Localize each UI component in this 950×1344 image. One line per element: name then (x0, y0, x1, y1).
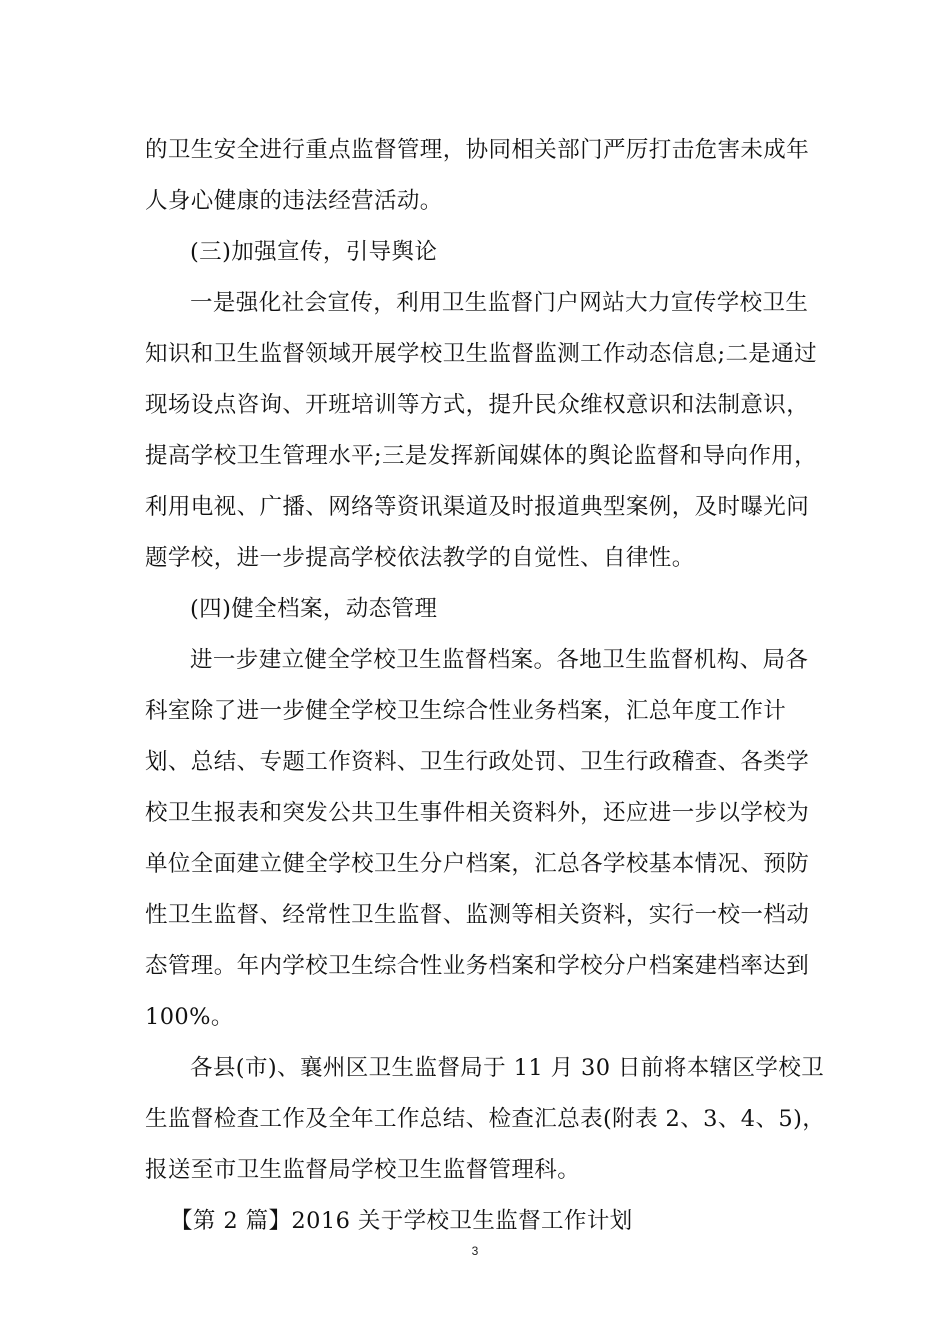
paragraph-line: 报送至市卫生监督局学校卫生监督管理科。 (145, 1157, 581, 1183)
paragraph-line: 现场设点咨询、开班培训等方式，提升民众维权意识和法制意识， (145, 392, 810, 418)
paragraph-line: 一是强化社会宣传，利用卫生监督门户网站大力宣传学校卫生 (190, 290, 809, 316)
section-heading-3: (三)加强宣传，引导舆论 (190, 239, 438, 265)
article-heading: 【第 2 篇】2016 关于学校卫生监督工作计划 (170, 1208, 633, 1234)
paragraph-line: 态管理。年内学校卫生综合性业务档案和学校分户档案建档率达到 (145, 953, 810, 979)
paragraph-line: 利用电视、广播、网络等资讯渠道及时报道典型案例，及时曝光问 (145, 494, 810, 520)
paragraph-line: 的卫生安全进行重点监督管理，协同相关部门严厉打击危害未成年 (145, 137, 810, 163)
paragraph-line: 校卫生报表和突发公共卫生事件相关资料外，还应进一步以学校为 (145, 800, 810, 826)
paragraph-line: 提高学校卫生管理水平;三是发挥新闻媒体的舆论监督和导向作用， (145, 443, 818, 469)
paragraph-line: 知识和卫生监督领域开展学校卫生监督监测工作动态信息;二是通过 (145, 341, 818, 367)
paragraph-line: 100%。 (145, 1004, 234, 1030)
paragraph-line: 题学校，进一步提高学校依法教学的自觉性、自律性。 (145, 545, 695, 571)
paragraph-line: 进一步建立健全学校卫生监督档案。各地卫生监督机构、局各 (190, 647, 809, 673)
paragraph-line: 各县(市)、襄州区卫生监督局于 11 月 30 日前将本辖区学校卫 (190, 1055, 825, 1081)
paragraph-line: 生监督检查工作及全年工作总结、检查汇总表(附表 2、3、4、5)， (145, 1106, 826, 1132)
paragraph-line: 科室除了进一步健全学校卫生综合性业务档案，汇总年度工作计 (145, 698, 787, 724)
paragraph-line: 性卫生监督、经常性卫生监督、监测等相关资料，实行一校一档动 (145, 902, 810, 928)
page-number: 3 (471, 1244, 479, 1258)
paragraph-line: 划、总结、专题工作资料、卫生行政处罚、卫生行政稽查、各类学 (145, 749, 810, 775)
paragraph-line: 单位全面建立健全学校卫生分户档案，汇总各学校基本情况、预防 (145, 851, 810, 877)
paragraph-line: 人身心健康的违法经营活动。 (145, 188, 443, 214)
section-heading-4: (四)健全档案，动态管理 (190, 596, 438, 622)
